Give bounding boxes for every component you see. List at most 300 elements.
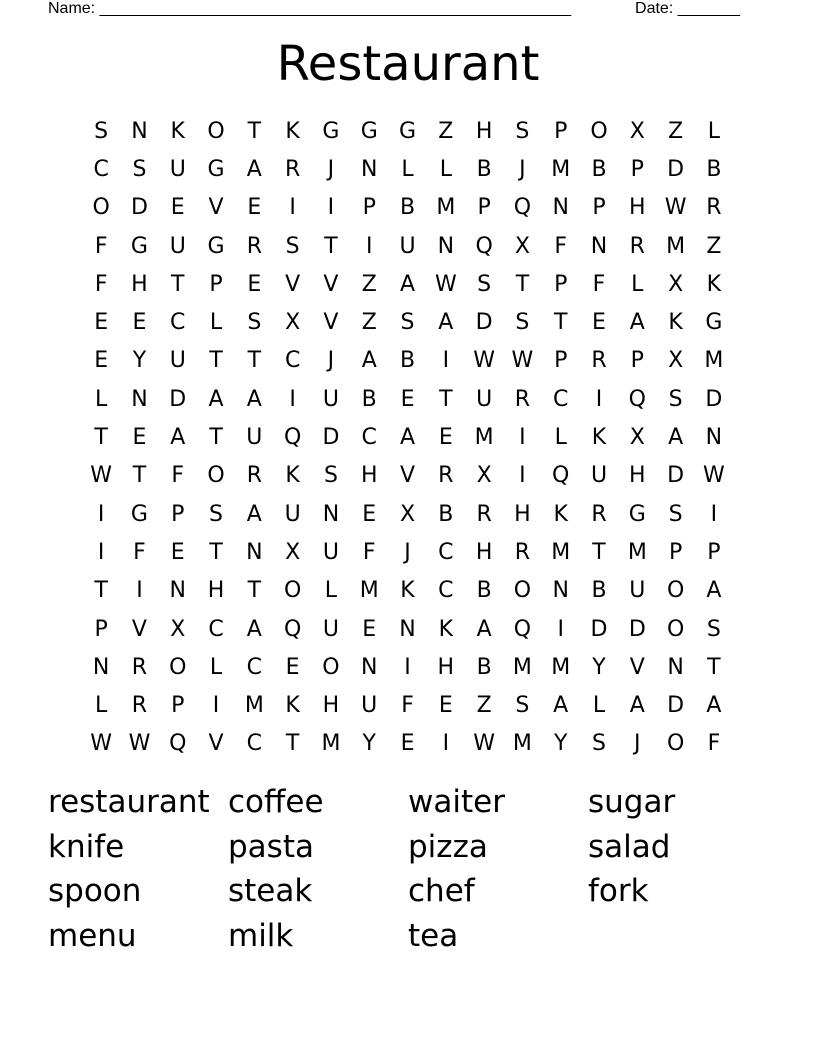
grid-letter: I <box>97 501 105 527</box>
grid-letter: F <box>94 233 108 259</box>
grid-letter: P <box>630 348 644 374</box>
grid-letter: D <box>590 616 608 642</box>
grid-letter: T <box>209 425 223 451</box>
grid-letter: P <box>554 118 568 144</box>
grid-letter: S <box>668 386 683 412</box>
grid-letter: S <box>209 501 224 527</box>
grid-letter: A <box>706 693 722 719</box>
grid-letter: X <box>285 310 301 336</box>
grid-letter: L <box>554 425 567 451</box>
grid-letter: J <box>327 348 335 374</box>
page-title: Restaurant <box>276 36 540 92</box>
grid-letter: T <box>439 386 453 412</box>
grid-letter: R <box>706 195 722 221</box>
grid-letter: Y <box>592 654 606 680</box>
grid-letter: F <box>707 731 721 757</box>
grid-letter: D <box>705 386 723 412</box>
grid-letter: B <box>476 654 492 680</box>
grid-letter: V <box>208 195 224 221</box>
grid-letter: M <box>244 693 264 719</box>
grid-letter: E <box>132 425 147 451</box>
grid-letter: A <box>246 616 262 642</box>
grid-letter: G <box>130 501 148 527</box>
grid-letter: B <box>476 578 492 604</box>
grid-letter: R <box>514 386 531 412</box>
grid-letter: I <box>557 616 564 642</box>
grid-letter: U <box>476 386 493 412</box>
grid-letter: H <box>207 578 225 604</box>
word-bank-item: fork <box>588 873 649 910</box>
grid-letter: R <box>514 539 531 565</box>
grid-letter: E <box>247 271 262 297</box>
word-bank-item: knife <box>48 828 125 865</box>
grid-letter: C <box>553 386 569 412</box>
grid-letter: S <box>592 731 606 757</box>
grid-letter: L <box>95 386 108 412</box>
grid-letter: H <box>475 118 493 144</box>
grid-letter: H <box>514 501 531 527</box>
grid-letter: O <box>207 463 225 489</box>
grid-letter: U <box>322 539 339 565</box>
grid-letter: P <box>171 693 185 719</box>
grid-letter: I <box>136 578 143 604</box>
grid-letter: V <box>323 271 339 297</box>
grid-letter: U <box>322 386 339 412</box>
word-bank-item: pizza <box>408 828 488 865</box>
grid-letter: R <box>591 501 607 527</box>
grid-letter: W <box>473 731 495 757</box>
grid-letter: D <box>667 156 685 182</box>
grid-letter: S <box>515 693 530 719</box>
grid-letter: K <box>285 118 300 144</box>
grid-letter: R <box>131 654 148 680</box>
grid-letter: E <box>400 386 415 412</box>
grid-letter: R <box>438 463 454 489</box>
grid-letter: V <box>285 271 301 297</box>
grid-letter: U <box>399 233 416 259</box>
grid-letter: I <box>442 348 450 374</box>
grid-letter: F <box>94 271 108 297</box>
grid-letter: Y <box>132 348 147 374</box>
grid-letter: M <box>551 539 571 565</box>
grid-letter: Z <box>361 271 377 297</box>
grid-letter: H <box>322 693 340 719</box>
grid-letter: W <box>703 463 725 489</box>
grid-letter: A <box>170 425 186 451</box>
grid-letter: O <box>590 118 608 144</box>
grid-letter: B <box>399 348 416 374</box>
grid-letter: X <box>170 616 186 642</box>
grid-letter: Q <box>513 195 532 221</box>
grid-letter: K <box>170 118 185 144</box>
grid-letter: L <box>631 271 644 297</box>
grid-letter: W <box>473 348 495 374</box>
grid-letter: X <box>399 501 416 527</box>
grid-letter: R <box>476 501 492 527</box>
grid-letter: X <box>668 348 684 374</box>
grid-letter: I <box>519 463 526 489</box>
grid-letter: Q <box>513 616 532 642</box>
grid-letter: N <box>590 233 608 259</box>
grid-letter: I <box>710 501 718 527</box>
grid-letter: T <box>247 348 262 374</box>
grid-letter: I <box>327 195 335 221</box>
grid-letter: E <box>285 654 300 680</box>
grid-letter: T <box>592 539 606 565</box>
grid-letter: L <box>95 693 108 719</box>
grid-letter: T <box>132 463 147 489</box>
grid-letter: N <box>131 118 148 144</box>
grid-letter: N <box>92 654 110 680</box>
grid-letter: O <box>207 118 225 144</box>
grid-letter: A <box>476 616 492 642</box>
grid-letter: L <box>439 156 452 182</box>
grid-letter: A <box>438 310 454 336</box>
grid-letter: M <box>321 731 341 757</box>
grid-letter: M <box>551 654 571 680</box>
grid-letter: K <box>285 463 300 489</box>
grid-letter: U <box>284 501 301 527</box>
grid-letter: A <box>246 386 262 412</box>
grid-letter: T <box>247 118 262 144</box>
grid-letter: B <box>361 386 377 412</box>
grid-letter: R <box>131 693 148 719</box>
grid-letter: V <box>131 616 147 642</box>
grid-letter: O <box>322 654 340 680</box>
grid-letter: P <box>668 539 683 565</box>
name-field: Name: _____________________________________________________ <box>48 0 572 17</box>
grid-letter: T <box>515 271 530 297</box>
grid-letter: A <box>553 693 569 719</box>
date-field: Date: _______ <box>635 0 740 17</box>
grid-letter: F <box>592 271 606 297</box>
grid-letter: V <box>208 731 224 757</box>
grid-letter: H <box>437 654 455 680</box>
grid-letter: I <box>97 539 105 565</box>
grid-letter: X <box>514 233 530 259</box>
grid-letter: G <box>322 118 340 144</box>
grid-letter: U <box>169 233 186 259</box>
grid-letter: F <box>362 539 376 565</box>
grid-letter: N <box>360 654 378 680</box>
grid-letter: Q <box>628 386 646 412</box>
grid-letter: R <box>246 233 262 259</box>
grid-letter: U <box>590 463 608 489</box>
grid-letter: O <box>666 578 685 604</box>
grid-letter: M <box>474 425 494 451</box>
grid-letter: K <box>285 693 300 719</box>
grid-letter: S <box>247 310 262 336</box>
grid-letter: C <box>438 539 454 565</box>
grid-letter: E <box>592 310 606 336</box>
grid-letter: J <box>404 539 411 565</box>
grid-letter: T <box>171 271 185 297</box>
grid-letter: P <box>554 271 568 297</box>
grid-letter: P <box>592 195 606 221</box>
grid-letter: C <box>284 348 301 374</box>
grid-letter: L <box>707 118 721 144</box>
grid-letter: G <box>705 310 723 336</box>
grid-letter: Q <box>475 233 493 259</box>
grid-letter: T <box>285 731 300 757</box>
grid-letter: C <box>208 616 224 642</box>
grid-letter: B <box>476 156 492 182</box>
grid-letter: A <box>399 271 416 297</box>
grid-letter: Z <box>361 310 377 336</box>
grid-letter: Q <box>169 731 187 757</box>
grid-letter: B <box>591 578 607 604</box>
grid-letter: X <box>476 463 492 489</box>
grid-letter: L <box>209 654 223 680</box>
grid-letter: Y <box>553 731 568 757</box>
grid-letter: A <box>208 386 224 412</box>
grid-letter: D <box>322 425 340 451</box>
grid-letter: A <box>668 425 684 451</box>
grid-letter: O <box>666 616 685 642</box>
grid-letter: Z <box>668 118 684 144</box>
grid-letter: G <box>130 233 148 259</box>
grid-letter: Q <box>552 463 570 489</box>
grid-letter: I <box>519 425 526 451</box>
word-bank-item: chef <box>408 873 475 910</box>
grid-letter: G <box>360 118 378 144</box>
grid-letter: F <box>171 463 185 489</box>
grid-letter: H <box>131 271 148 297</box>
grid-letter: I <box>595 386 603 412</box>
grid-letter: I <box>289 386 296 412</box>
word-bank-item: sugar <box>588 784 676 820</box>
letter-grid <box>82 112 733 763</box>
grid-letter: P <box>707 539 721 565</box>
grid-letter: S <box>706 616 721 642</box>
grid-letter: M <box>359 578 379 604</box>
grid-letter: N <box>552 578 569 604</box>
word-bank-item: waiter <box>408 784 505 820</box>
word-bank-item: tea <box>408 918 459 955</box>
grid-letter: J <box>519 156 526 182</box>
grid-letter: T <box>553 310 568 336</box>
grid-letter: J <box>327 156 335 182</box>
grid-letter: W <box>128 731 151 757</box>
word-bank-item: menu <box>48 918 137 955</box>
grid-letter: X <box>629 118 645 144</box>
grid-letter: A <box>629 693 645 719</box>
word-bank <box>48 782 768 961</box>
grid-letter: A <box>629 310 645 336</box>
grid-letter: O <box>666 731 685 757</box>
grid-letter: U <box>169 348 186 374</box>
grid-letter: W <box>664 195 687 221</box>
grid-letter: R <box>629 233 645 259</box>
grid-letter: P <box>171 501 185 527</box>
grid-letter: S <box>285 233 300 259</box>
grid-letter: A <box>246 156 262 182</box>
grid-letter: D <box>667 693 685 719</box>
grid-letter: V <box>323 310 339 336</box>
grid-letter: M <box>436 195 456 221</box>
grid-letter: X <box>668 271 684 297</box>
grid-letter: P <box>362 195 376 221</box>
grid-letter: E <box>94 310 109 336</box>
grid-letter: I <box>289 195 296 221</box>
grid-letter: D <box>628 616 646 642</box>
grid-letter: U <box>246 425 263 451</box>
grid-letter: K <box>553 501 568 527</box>
grid-letter: P <box>554 348 568 374</box>
grid-letter: B <box>399 195 416 221</box>
grid-letter: B <box>591 156 607 182</box>
grid-letter: N <box>169 578 186 604</box>
grid-letter: T <box>247 578 262 604</box>
grid-letter: A <box>246 501 262 527</box>
grid-letter: E <box>247 195 262 221</box>
grid-letter: W <box>90 731 113 757</box>
grid-letter: C <box>246 731 263 757</box>
word-bank-item: coffee <box>228 784 324 820</box>
grid-letter: L <box>324 578 338 604</box>
grid-letter: N <box>399 616 416 642</box>
grid-letter: S <box>132 156 147 182</box>
grid-letter: E <box>132 310 147 336</box>
grid-letter: S <box>515 310 530 336</box>
grid-letter: W <box>434 271 457 297</box>
grid-letter: E <box>170 539 185 565</box>
grid-letter: U <box>361 693 378 719</box>
grid-letter: V <box>399 463 416 489</box>
grid-letter: I <box>442 731 450 757</box>
grid-letter: G <box>207 233 225 259</box>
grid-letter: N <box>552 195 569 221</box>
grid-letter: E <box>400 731 415 757</box>
grid-letter: D <box>667 463 685 489</box>
grid-letter: E <box>362 616 377 642</box>
grid-letter: T <box>94 425 108 451</box>
grid-letter: Z <box>476 693 492 719</box>
grid-letter: Z <box>706 233 722 259</box>
grid-letter: F <box>401 693 414 719</box>
grid-letter: N <box>360 156 378 182</box>
grid-letter: P <box>94 616 108 642</box>
grid-letter: O <box>169 654 187 680</box>
grid-letter: C <box>438 578 454 604</box>
grid-letter: O <box>283 578 302 604</box>
grid-letter: K <box>706 271 722 297</box>
grid-letter: R <box>246 463 262 489</box>
grid-letter: L <box>209 310 223 336</box>
grid-letter: S <box>400 310 415 336</box>
grid-letter: T <box>209 348 223 374</box>
grid-letter: E <box>438 425 453 451</box>
grid-letter: E <box>438 693 453 719</box>
grid-letter: S <box>515 118 530 144</box>
grid-letter: F <box>554 233 568 259</box>
grid-letter: D <box>475 310 493 336</box>
grid-letter: Y <box>362 731 376 757</box>
grid-letter: A <box>706 578 722 604</box>
grid-letter: R <box>591 348 607 374</box>
grid-letter: K <box>438 616 454 642</box>
grid-letter: G <box>628 501 646 527</box>
grid-letter: S <box>477 271 492 297</box>
grid-letter: A <box>399 425 416 451</box>
grid-letter: C <box>93 156 109 182</box>
grid-letter: I <box>212 693 220 719</box>
grid-letter: X <box>629 425 645 451</box>
word-bank-item: milk <box>228 918 294 955</box>
grid-letter: J <box>634 731 641 757</box>
grid-letter: D <box>169 386 187 412</box>
grid-letter: Z <box>438 118 454 144</box>
grid-letter: F <box>133 539 146 565</box>
grid-letter: P <box>477 195 491 221</box>
grid-letter: M <box>704 348 724 374</box>
grid-letter: E <box>170 195 185 221</box>
worksheet-header <box>48 0 740 20</box>
grid-letter: H <box>475 539 493 565</box>
grid-letter: C <box>170 310 186 336</box>
grid-letter: N <box>705 425 723 451</box>
grid-letter: N <box>322 501 340 527</box>
grid-letter: G <box>398 118 417 144</box>
grid-letter: G <box>207 156 225 182</box>
word-bank-item: salad <box>588 828 671 865</box>
grid-letter: M <box>551 156 571 182</box>
grid-letter: H <box>629 195 646 221</box>
grid-letter: O <box>513 578 532 604</box>
grid-letter: I <box>365 233 373 259</box>
grid-letter: D <box>130 195 148 221</box>
grid-letter: W <box>511 348 534 374</box>
word-bank-item: pasta <box>228 828 314 865</box>
grid-letter: M <box>666 233 686 259</box>
grid-letter: N <box>131 386 148 412</box>
grid-letter: Q <box>283 616 302 642</box>
grid-letter: T <box>94 578 108 604</box>
grid-letter: N <box>667 654 684 680</box>
grid-letter: T <box>324 233 338 259</box>
grid-letter: P <box>209 271 223 297</box>
grid-letter: L <box>592 693 606 719</box>
grid-letter: S <box>323 463 338 489</box>
grid-letter: U <box>322 616 339 642</box>
grid-letter: M <box>512 731 532 757</box>
grid-letter: M <box>512 654 532 680</box>
word-bank-item: restaurant <box>48 784 210 820</box>
grid-letter: I <box>404 654 411 680</box>
grid-letter: B <box>706 156 722 182</box>
grid-letter: A <box>361 348 377 374</box>
grid-letter: M <box>627 539 647 565</box>
grid-letter: R <box>284 156 301 182</box>
grid-letter: C <box>246 654 263 680</box>
grid-letter: K <box>591 425 607 451</box>
grid-letter: N <box>246 539 263 565</box>
grid-letter: Q <box>283 425 302 451</box>
grid-letter: S <box>668 501 683 527</box>
grid-letter: T <box>707 654 721 680</box>
grid-letter: O <box>92 195 110 221</box>
grid-letter: K <box>668 310 683 336</box>
grid-letter: H <box>360 463 378 489</box>
grid-letter: H <box>629 463 646 489</box>
grid-letter: U <box>629 578 646 604</box>
grid-letter: L <box>401 156 414 182</box>
grid-letter: E <box>362 501 377 527</box>
grid-letter: C <box>361 425 377 451</box>
grid-letter: V <box>629 654 645 680</box>
grid-letter: K <box>400 578 415 604</box>
grid-letter: U <box>169 156 186 182</box>
